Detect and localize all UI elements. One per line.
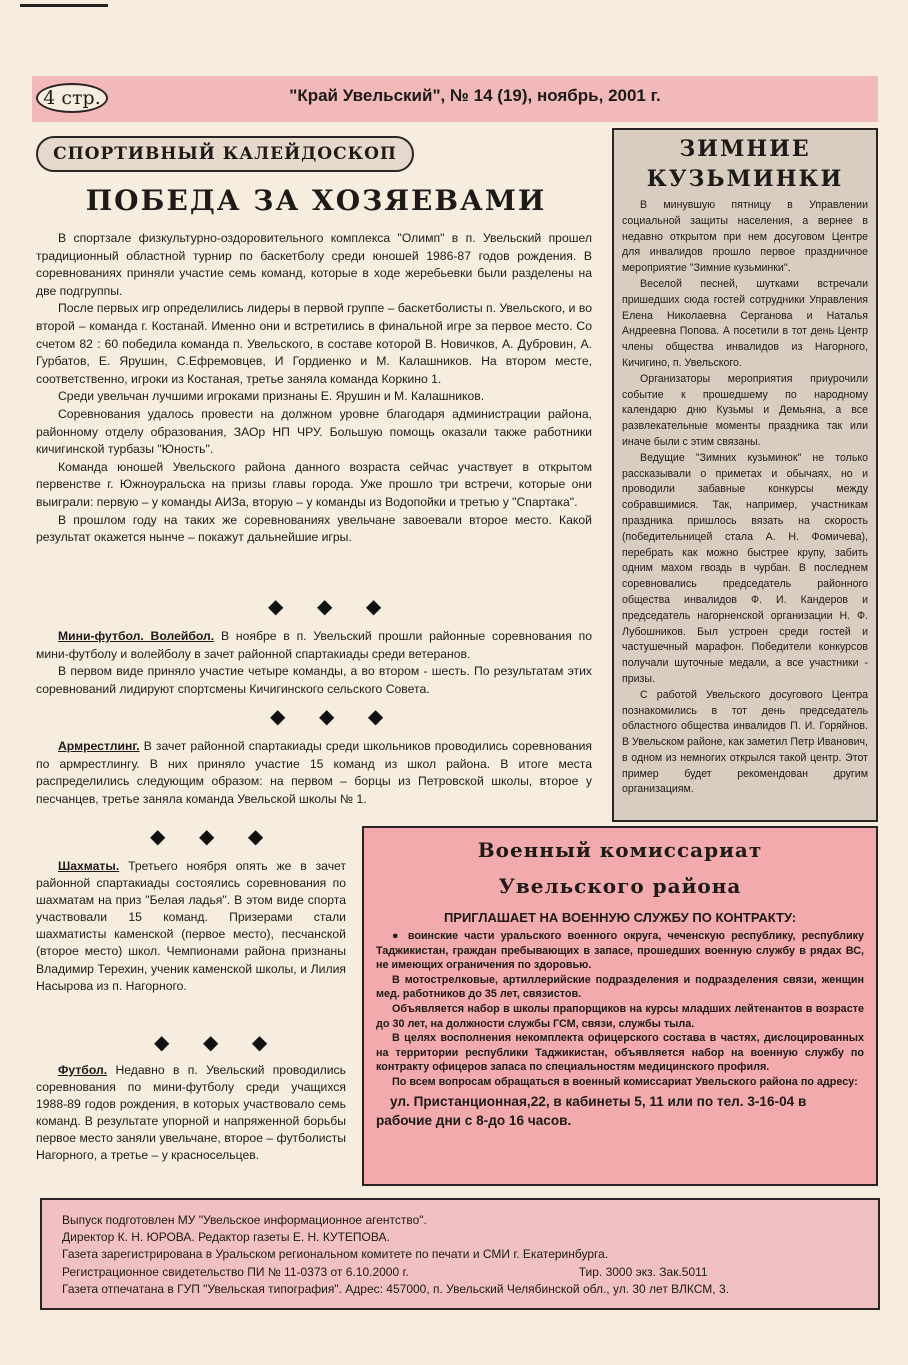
military-recruitment-ad xyxy=(362,826,878,1186)
diamond-separator: ◆ ◆ ◆ xyxy=(150,826,278,848)
section-text: Третьего ноября опять же в зачет районной спартакиады состоялись соревнования по шахматам на приз "Белая ладья". В этом виде спорта участвовали 15 команд. Призерами стали шахматисты каменской (первое место), песчанской (второе место) школ. Чемпионами района признаны Владимир Терехин, ученик каменской школы, и Лилия Насырова из п. Нагорного. xyxy=(36,859,347,993)
masthead: "Край Увельский", № 14 (19), ноябрь, 2001 г. xyxy=(289,86,661,105)
imprint-line: Выпуск подготовлен МУ "Увельское информационное агентство". xyxy=(62,1213,427,1227)
rubric-label: СПОРТИВНЫЙ КАЛЕЙДОСКОП xyxy=(36,136,414,172)
ad-body xyxy=(376,929,864,1090)
imprint-line: Директор К. Н. ЮРОВА. Редактор газеты Е. Н. КУТЕПОВА. xyxy=(62,1230,390,1245)
sidebar-paragraph: Веселой песней, шутками встречали пришедших сюда гостей сотрудники Управления Елена Николаевна Серганова и Наталья Андреевна Попова. А посетили в тот день Центр члены общества инвалидов из Нагорного, Кичигино, п. Увельского. xyxy=(622,277,868,369)
ad-subtitle: ПРИГЛАШАЕТ НА ВОЕННУЮ СЛУЖБУ ПО КОНТРАКТУ: xyxy=(443,910,797,925)
article-paragraph: Команда юношей Увельского района данного возраста сейчас участвует в открытом первенстве г. Южноуральска на призы главы города. Уже прошло три встречи, которые они выиграли: первую – у команды АИЗа, вторую – у команды из Водопойки и третью у "Спартака". xyxy=(36,459,592,509)
ad-item: В мотострелковые, артиллерийские подразделения и подразделения связи, женщин мед. работников до 35 лет, связистов. xyxy=(376,973,864,1001)
section-heading: Шахматы. xyxy=(58,859,120,873)
section-text: Недавно в п. Увельский проводились соревнования по мини-футболу среди учащихся 1988-89 годов рождения, в которых участвовало семь команд. В результате упорной и напряженной борьбы первое место заняли увельчане, второе – футболисты Нагорного, а третье – у красносельцев. xyxy=(36,1063,346,1163)
imprint-box xyxy=(40,1198,880,1310)
article-paragraph: Среди увельчан лучшими игроками признаны Е. Ярушин и М. Калашников. xyxy=(58,389,485,404)
ad-item: По всем вопросам обращаться в военный комиссариат Увельского района по адресу: xyxy=(392,1075,858,1088)
diamond-separator: ◆ ◆ ◆ xyxy=(270,706,398,728)
article-paragraph: В спортзале физкультурно-оздоровительного комплекса "Олимп" в п. Увельский прошел традиционный областной турнир по баскетболу среди юношей 1986-87 годов рождения. В соревнованиях приняли участие семь команд, которые в ходе жеребьевки были разделены на две подгруппы. xyxy=(36,231,592,298)
article-headline: ПОБЕДА ЗА ХОЗЯЕВАМИ xyxy=(85,184,547,217)
section-text: В ноябре в п. Увельский прошли районные соревнования по мини-футболу и волейболу в зачет районной спартакиады среди ветеранов. xyxy=(36,629,592,661)
main-article xyxy=(36,230,592,547)
sidebar-paragraph: Организаторы мероприятия приурочили событие к прошедшему по народному календарю дню Кузьмы и Демьяна, а все развлекательные моменты праздника так или иначе были с этим связаны. xyxy=(622,372,868,448)
top-rule xyxy=(20,4,108,7)
imprint-line: Газета отпечатана в ГУП "Увельская типография". Адрес: 457000, п. Увельский Челябинской обл., ул. 30 лет ВЛКСМ, 3. xyxy=(62,1281,729,1296)
section-heading: Футбол. xyxy=(58,1063,108,1077)
section-text: В зачет районной спартакиады среди школьников проводились соревнования по армрестлингу. В них приняло участие 15 команд из школ района. В итоге места распределились следующим образом: на первом – борцы из Петровской школы, второе у песчанцев, третье заняла команда Увельской школы № 1. xyxy=(36,739,592,806)
imprint-line: Регистрационное свидетельство ПИ № 11-0373 от 6.10.2000 г. xyxy=(62,1264,409,1279)
sidebar-paragraph: С работой Увельского досугового Центра познакомились в тот день председатель областного общества инвалидов П. И. Горяйнов. В Увельском районе, как заметил Петр Иванович, в одном из немногих открылся такой центр. Этот пример будет рекомендован другим организациям. xyxy=(622,688,868,796)
diamond-separator: ◆ ◆ ◆ xyxy=(268,596,396,618)
sidebar-paragraph: В минувшую пятницу в Управлении социальной защиты населения, а вернее в недавно открытом при нем досуговом Центре для инвалидов прошло первое праздничное мероприятие "Зимние кузьминки". xyxy=(622,199,868,275)
ad-title: Военный комиссариат Увельского района xyxy=(477,838,763,898)
diamond-separator: ◆ ◆ ◆ xyxy=(154,1032,282,1054)
sidebar-paragraph: Ведущие "Зимних кузьминок" не только рассказывали о приметах и обычаях, но и проводили забавные конкурсы между собравшимися. Так, например, участникам праздника пришлось вязать на скорость (победительницей стала А. Н. Фомичева), перебрать как можно быстрее крупу, забить одним махом гвоздь в чурбан. В последнем соревновались председатель районного общества инвалидов Ф. И. Кандеров и председатель нагорненской организации Н. Ф. Лубошников. Был устроен среди гостей и частушечный марафон. Победители конкурсов получали шуточные медали, а все участники - призы. xyxy=(622,451,868,685)
ad-item: В целях восполнения некомплекта офицерского состава в частях, дислоцированных на территории республики Таджикистан, объявляется набор на военную службу по контракту офицеров запаса по специальностям медицинского профиля. xyxy=(376,1032,864,1074)
ad-item: Объявляется набор в школы прапорщиков на курсы младших лейтенантов в возрасте до 30 лет, на должности службы ГСМ, связи, службы тыла. xyxy=(376,1002,864,1030)
article-paragraph: В прошлом году на таких же соревнованиях увельчане завоевали второе место. Какой результат окажется нынче – покажут дальнейшие игры. xyxy=(36,512,592,545)
sidebar-article xyxy=(612,128,878,822)
article-paragraph: После первых игр определились лидеры в первой группе – баскетболисты п. Увельского, и во второй – команда г. Костанай. Именно они и встретились в финальной игре за первое место. Со счетом 82 : 60 победила команда п. Увельского, в составе которой В. Новичков, А. Дубровин, А. Гурбатов, Е. Ярушин, С.Ефремовцев, И Гордиенко и М. Калашников. На втором месте, соответственно, игроки из Костаная, третье заняла команда Коркино 1. xyxy=(36,301,592,386)
sidebar-body xyxy=(622,198,868,798)
section-heading: Мини-футбол. Волейбол. xyxy=(58,629,215,643)
article-paragraph: Соревнования удалось провести на должном уровне благодаря администрации района, районному отделу образования, ЗАОр НП ЧРУ. Большую помощь оказали также работники кичигинской турбазы "Юность". xyxy=(36,406,592,457)
ad-item: ● воинские части уральского военного округа, чеченскую республику, республику Таджикистан, граждан пребывающих в запасе, прошедших военную службу в рядах ВС, не имеющих ограничения по здоровью. xyxy=(376,930,864,972)
sidebar-title: ЗИМНИЕ КУЗЬМИНКИ xyxy=(646,136,844,192)
chess-section xyxy=(36,858,346,995)
football-section xyxy=(36,1062,346,1165)
imprint-line: Газета зарегистрирована в Уральском региональном комитете по печати и СМИ г. Екатеринбурга. xyxy=(62,1247,609,1262)
armwrestling-section xyxy=(36,738,592,808)
page-number: 4 стр. xyxy=(36,83,108,113)
section-text: В первом виде приняло участие четыре команды, а во втором - шесть. По результатам этих соревнований лидируют спортсмены Кичигинского сельского Совета. xyxy=(36,664,592,696)
section-heading: Армрестлинг. xyxy=(58,739,140,753)
imprint-circulation: Тир. 3000 экз. Зак.5011 xyxy=(578,1264,708,1279)
ad-address: ул. Пристанционная,22, в кабинеты 5, 11 или по тел. 3-16-04 в рабочие дни с 8-до 16 часов. xyxy=(376,1093,807,1128)
mini-football-section xyxy=(36,628,592,698)
